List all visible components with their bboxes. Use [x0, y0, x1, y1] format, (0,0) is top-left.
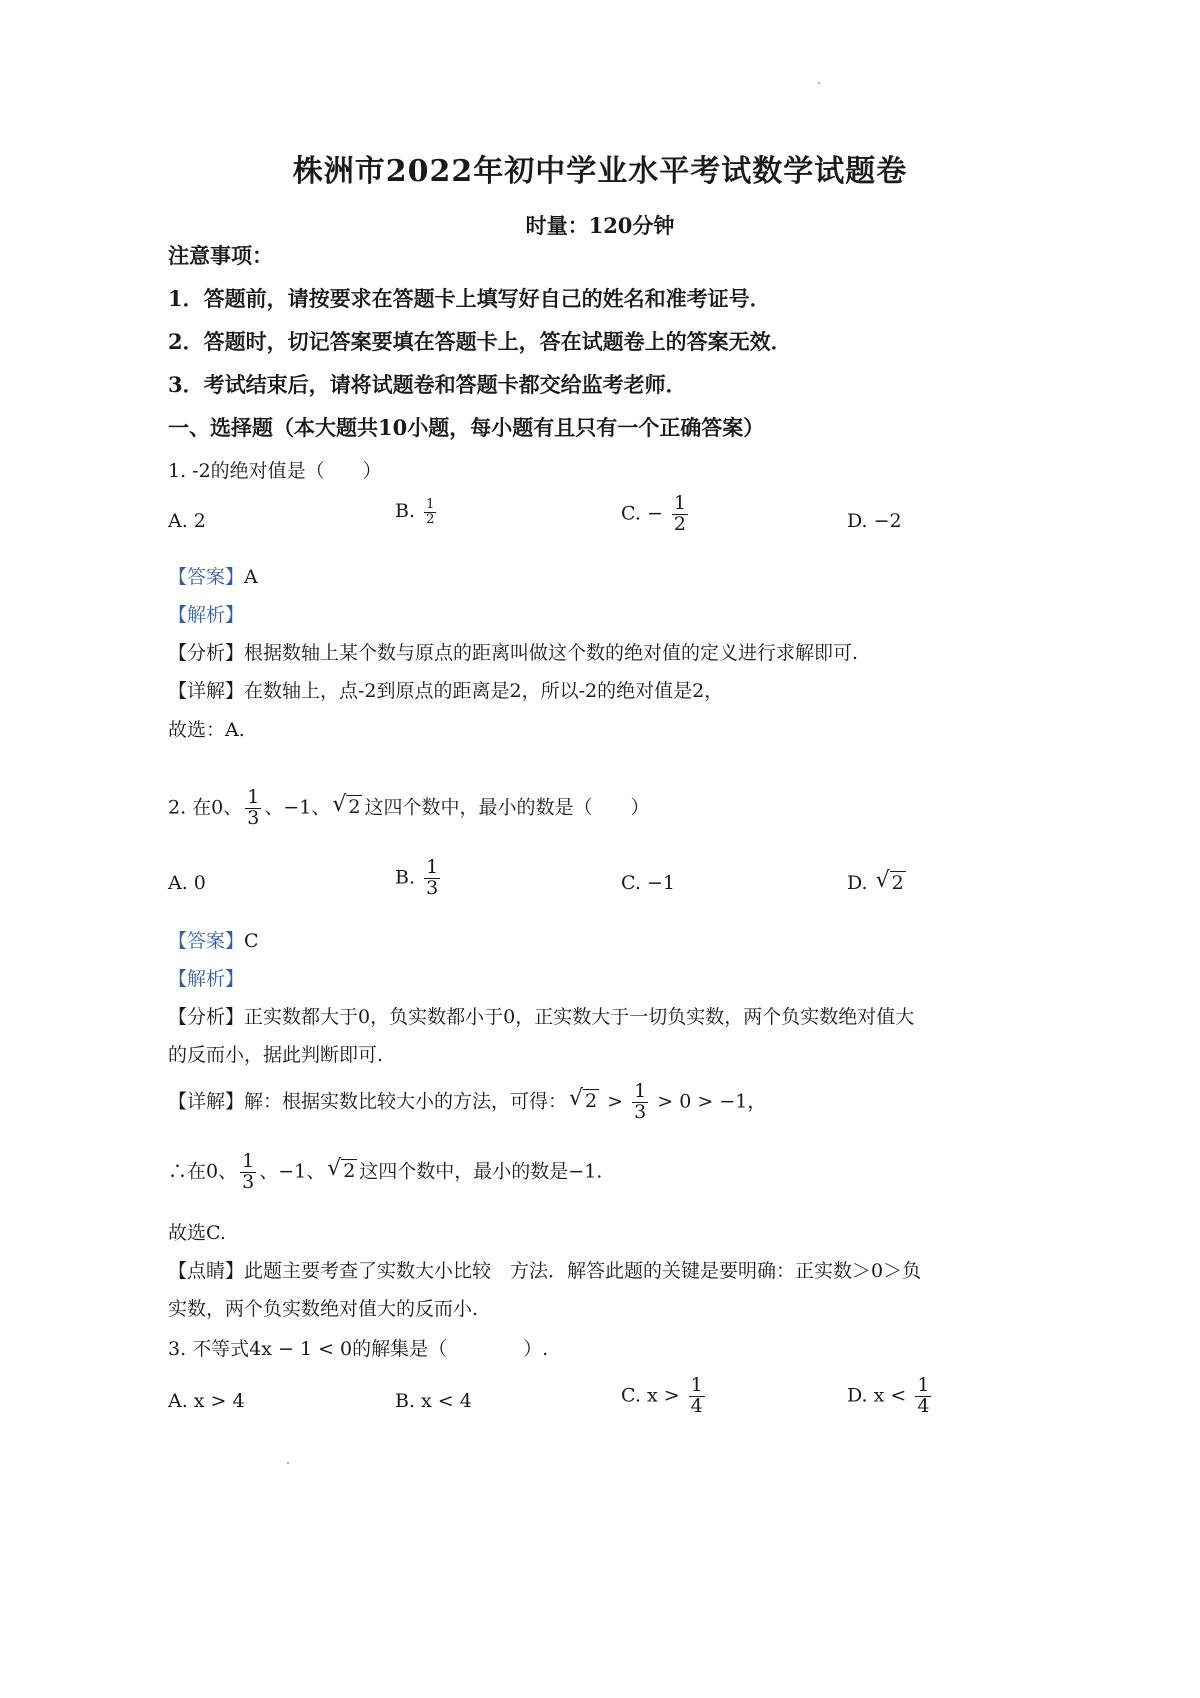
q2-stem-part-2: 、−1、 — [264, 796, 331, 819]
q1-analysis-label — [168, 600, 244, 627]
radicand: 2 — [343, 1160, 356, 1183]
page-title: 株洲市2022年初中学业水平考试数学试题卷 — [292, 154, 908, 189]
q3-stem: 3. 不等式4x − 1 < 0的解集是（ ）. — [168, 1338, 549, 1360]
q2-option-b-prefix: B. — [395, 866, 416, 889]
q2-therefore — [168, 1152, 602, 1193]
q2-option-b — [395, 858, 443, 899]
q3-option-d-fraction — [915, 1376, 931, 1417]
q1-conclusion: 故选：A. — [168, 719, 245, 741]
q2-stem — [168, 788, 649, 829]
fraction-numerator: 1 — [917, 1374, 930, 1396]
q2-answer — [168, 926, 259, 953]
q2-therefore-part-3: 这四个数中，最小的数是−1. — [359, 1160, 603, 1183]
q2-answer-value: C — [244, 930, 259, 952]
q1-option-c-prefix: C. − — [621, 502, 663, 525]
fraction-denominator: 3 — [426, 876, 439, 899]
fraction-numerator: 1 — [690, 1374, 703, 1396]
fenxi-label: 【分析】 — [168, 1006, 245, 1028]
q2-therefore-part-2: 、−1、 — [259, 1160, 326, 1183]
q3-option-a: A. x > 4 — [168, 1390, 245, 1412]
q2-xiangjie-part-1: 解：根据实数比较大小的方法，可得： — [244, 1090, 568, 1113]
radicand: 2 — [891, 872, 904, 894]
q1-answer-value: A — [244, 566, 258, 588]
fraction-numerator: 1 — [634, 1080, 647, 1102]
q1-option-b-prefix: B. — [395, 500, 416, 523]
fraction-numerator: 1 — [426, 856, 439, 878]
q2-fenxi — [168, 1002, 914, 1029]
q2-option-a: A. 0 — [168, 872, 206, 894]
q1-fenxi-text: 根据数轴上某个数与原点的距离叫做这个数的绝对值的定义进行求解即可. — [244, 642, 859, 664]
fraction-denominator: 3 — [247, 806, 260, 829]
q2-therefore-fraction — [240, 1152, 256, 1193]
q2-dianjing-text-1: 此题主要考查了实数大小比较 方法．解答此题的关键是要明确：正实数＞0＞负 — [244, 1260, 922, 1282]
answer-label: 【答案】 — [168, 930, 245, 952]
fraction-denominator: 2 — [426, 511, 435, 527]
q2-fenxi-text-2: 的反而小，据此判断即可. — [168, 1044, 384, 1066]
q3-option-b: B. x < 4 — [395, 1390, 472, 1412]
page-subtitle: 时量：120分钟 — [525, 213, 675, 238]
q2-xiangjie-fraction — [632, 1082, 648, 1123]
notice-item-1: 1．答题前，请按要求在答题卡上填写好自己的姓名和准考证号． — [168, 286, 771, 311]
fraction-denominator: 4 — [917, 1394, 930, 1417]
fraction-numerator: 1 — [426, 497, 435, 512]
fraction-numerator: 1 — [673, 492, 686, 514]
q2-stem-sqrt — [332, 792, 362, 819]
fraction-denominator: 3 — [634, 1100, 647, 1123]
q2-xiangjie-sqrt — [569, 1086, 599, 1113]
scan-speck — [287, 1462, 289, 1464]
fraction-numerator: 1 — [247, 786, 260, 808]
q2-therefore-sqrt — [327, 1156, 357, 1183]
q1-option-c — [621, 494, 691, 535]
xiangjie-label: 【详解】 — [168, 1090, 245, 1113]
q1-stem: 1. -2的绝对值是（ ） — [168, 460, 382, 482]
fenxi-label: 【分析】 — [168, 642, 245, 664]
q2-therefore-part-1: ∴在0、 — [168, 1160, 238, 1183]
q1-option-d: D. −2 — [847, 510, 902, 532]
analysis-label: 【解析】 — [168, 604, 245, 626]
q2-stem-part-1: 2. 在0、 — [168, 796, 243, 819]
q2-option-c: C. −1 — [621, 872, 675, 894]
notice-heading: 注意事项： — [168, 243, 273, 268]
radical-sign: √ — [569, 1086, 584, 1112]
q3-option-d — [847, 1376, 934, 1417]
q3-option-d-prefix: D. x < — [847, 1384, 907, 1407]
q3-option-c-prefix: C. x > — [621, 1384, 680, 1407]
q2-dianjing-text-2: 实数，两个负实数绝对值大的反而小. — [168, 1298, 479, 1320]
radicand: 2 — [348, 796, 361, 819]
q1-xiangjie — [168, 676, 723, 703]
q2-option-d — [847, 868, 908, 894]
q1-option-c-fraction — [672, 494, 688, 535]
xiangjie-label: 【详解】 — [168, 680, 245, 702]
q2-xiangjie — [168, 1082, 766, 1123]
q1-option-a: A. 2 — [168, 510, 206, 532]
q2-dianjing — [168, 1256, 921, 1283]
radical-sign: √ — [332, 792, 347, 818]
q3-option-c-fraction — [689, 1376, 705, 1417]
q1-option-b-fraction — [424, 498, 436, 526]
analysis-label: 【解析】 — [168, 968, 245, 990]
q2-option-d-prefix: D. — [847, 872, 868, 894]
q2-stem-fraction — [245, 788, 261, 829]
q3-option-c — [621, 1376, 708, 1417]
fraction-denominator: 4 — [690, 1394, 703, 1417]
radicand: 2 — [585, 1090, 598, 1113]
q2-option-b-fraction — [424, 858, 440, 899]
section-heading: 一、选择题（本大题共10小题，每小题有且只有一个正确答案） — [168, 415, 765, 440]
q2-xiangjie-part-2: > — [607, 1090, 624, 1113]
q2-conclusion: 故选C. — [168, 1222, 226, 1244]
notice-item-3: 3．考试结束后，请将试题卷和答题卡都交给监考老师． — [168, 372, 687, 397]
notice-item-2: 2．答题时，切记答案要填在答题卡上，答在试题卷上的答案无效． — [168, 329, 792, 354]
q2-option-d-sqrt — [875, 868, 906, 894]
radical-sign: √ — [327, 1156, 342, 1182]
fraction-denominator: 3 — [242, 1170, 255, 1193]
scan-speck — [818, 82, 820, 84]
fraction-numerator: 1 — [242, 1150, 255, 1172]
dianjing-label: 【点睛】 — [168, 1260, 245, 1282]
q2-stem-part-3: 这四个数中，最小的数是（ ） — [364, 796, 650, 819]
fraction-denominator: 2 — [673, 512, 686, 535]
q1-fenxi — [168, 638, 858, 665]
q2-fenxi-text-1: 正实数都大于0，负实数都小于0，正实数大于一切负实数，两个负实数绝对值大 — [244, 1006, 915, 1028]
q2-analysis-label — [168, 964, 244, 991]
radical-sign: √ — [875, 868, 890, 893]
q1-option-b — [395, 498, 439, 526]
answer-label: 【答案】 — [168, 566, 245, 588]
q2-xiangjie-part-3: > 0 > −1， — [657, 1090, 767, 1113]
q1-answer — [168, 562, 258, 589]
q1-xiangjie-text: 在数轴上，点-2到原点的距离是2，所以-2的绝对值是2， — [244, 680, 724, 702]
